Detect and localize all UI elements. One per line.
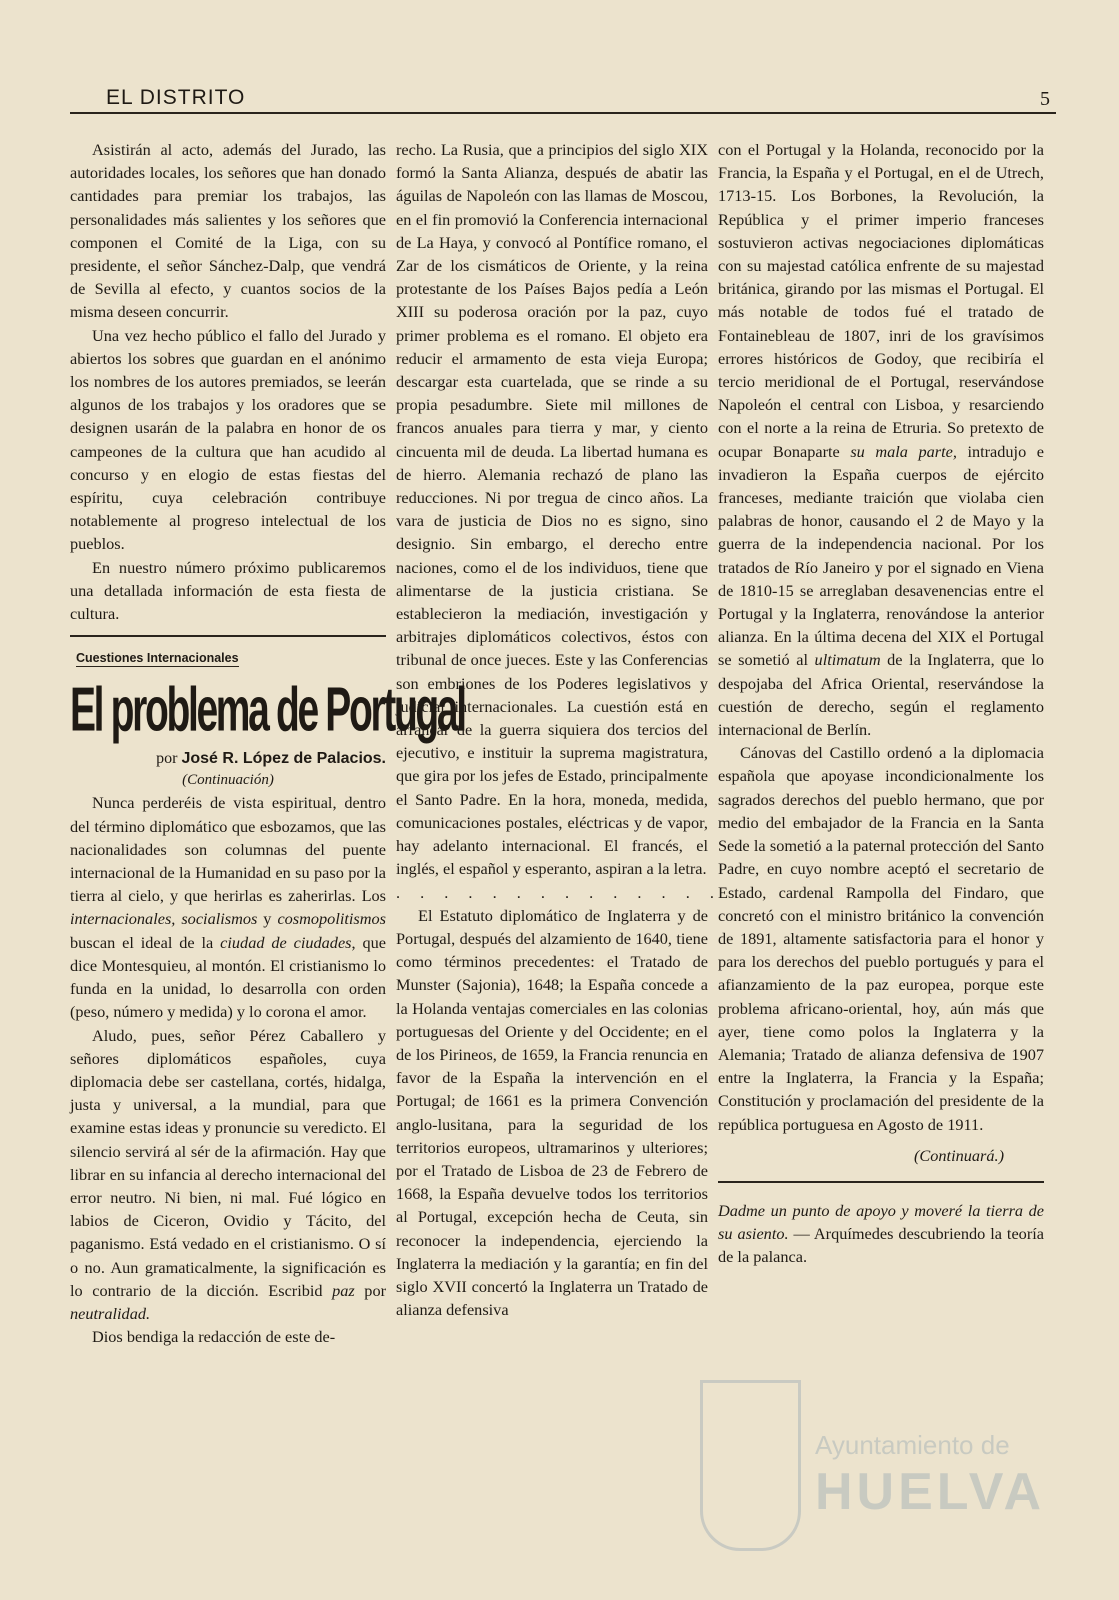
paragraph: El Estatuto diplomático de Inglaterra y de Portugal, después del alzamiento de 1640, tiene como términos precedentes: el Tratado de Munster (Sajonia), 1648; la España concede a la Holanda ventajas comerciales en las colonias portuguesas del Oriente y del Occidente; en el de los Pirineos, de 1659, la Francia renuncia en favor de la España la intervención en el Portugal; de 1661 es la primera Convención anglo-lusitana, para la seguridad de los territorios europeos, ultramarinos y ulteriores; por el Tratado de Lisboa de 23 de Febrero de 1668, la España devuelve todos los territorios al Portugal, excepción hecha de Ceuta, sin reconocer la independencia, ejerciendo la Inglaterra la mediación y la garantía; en fin del siglo XVII concertó la Inglaterra un Tratado de alianza defensiva [396, 905, 708, 1320]
paragraph: Cánovas del Castillo ordenó a la diplomacia española que apoyase incondicionalmente los sagrados derechos del pueblo hermano, que por medio del embajador de la Francia en la Santa Sede la sometió a la paternal protección del Santo Padre, en cuyo nombre aceptó el secretario de Estado, cardenal Rampolla del Findaro, que concretó con el ministro británico la convención de 1891, altamente satisfactoria para el honor y para los derechos del pueblo portugués y para el afianzamiento de la paz europea, porque este problema africano-oriental, hoy, aún más que ayer, tiene como polos la Inglaterra y la Alemania; Tratado de alianza defensiva de 1907 entre la Inglaterra, la Francia y la España; Constitución y proclamación del presidente de la república portuguesa en Agosto de 1911. [718, 743, 1044, 1134]
continuation-note: (Continuación) [182, 772, 274, 789]
quote: Dadme un punto de apoyo y moveré la tierra de su asiento. — Arquímedes descubriendo la teoría de la palanca. [718, 1200, 1044, 1267]
article-title: El problema de Portugal [70, 674, 465, 745]
page-header [70, 86, 1050, 112]
byline [70, 748, 386, 770]
paragraph: con el Portugal y la Holanda, reconocido por la Francia, la España y el Portugal, en el de Utrech, 1713-15. Los Borbones, la Revolución, la República y el primer imperio franceses sostuvieron activas negociaciones diplomáticas con su majestad católica enfrente de su majestad británica, girando por las mismas el Portugal. El más notable de todos fué el tratado de Fontainebleau de 1807, inri de los gravísimos errores históricos de Godoy, que recibiría el tercio meridional de el Portugal, reservándose Napoleón el central con Lisboa, y resarciendo con el norte a la reina de Etruria. So pretexto de ocupar Bonaparte su mala parte, intradujo e invadieron la España cuerpos de ejército franceses, mediante traición que violaba cien palabras de honor, causando el 2 de Mayo y la guerra de la independencia nacional. Por los tratados de Río Janeiro y por el signado en Viena de 1810-15 se arreglaban desavenencias entre el Portugal y la Inglaterra, renovándose la anterior alianza. En la última decena del XIX el Portugal se sometió al ultimatum de la Inglaterra, que lo despojaba del Africa Oriental, reservándose la cuestión de derecho, según el reglamento internacional de Berlín. [718, 140, 1045, 740]
quote-box [718, 1199, 1044, 1269]
section-divider [70, 635, 386, 637]
dot-separator: . . . . . . . . . . . . . . . [396, 882, 747, 902]
to-be-continued: (Continuará.) [913, 1145, 1004, 1165]
column-3 [718, 138, 1044, 1269]
column-1 [70, 138, 465, 1348]
newspaper-name: EL DISTRITO [106, 86, 246, 109]
paragraph: Nunca perderéis de vista espiritual, dentro del término diplomático que esbozamos, que las nacionalidades son columnas del puente internacional de la Humanidad en su paso por la tierra al cielo, y que herirlas es zaherirlas. Los internacionales, socialismos y cosmopolitismos buscan el ideal de la ciudad de ciudades, que dice Montesquieu, al montón. El cristianismo lo funda en la unidad, lo desarrolla con orden (peso, número y medida) y lo corona el amor. [70, 793, 386, 1022]
page-number: 5 [1040, 88, 1050, 110]
paragraph: Aludo, pues, señor Pérez Caballero y señores diplomáticos españoles, cuya diplomacia debe ser castellana, cortés, hidalga, justa y universal, a la mundial, para que examine estas ideas y pronuncie su veredicto. El silencio servirá al sér de la afirmación. Hay que librar en su infancia al derecho internacional del error neutro. Ni bien, ni mal. Fué lógico en labios de Ciceron, Ovidio y Tácito, del paganismo. Está vedado en el cristianismo. O sí o no. Aun gramaticalmente, la significación es lo contrario de la dicción. Escribid paz por neutralidad. [70, 1025, 387, 1323]
column-2 [396, 138, 747, 1321]
author-name: José R. López de Palacios. [181, 750, 386, 768]
paragraph: Una vez hecho público el fallo del Jurado y abiertos los sobres que guardan en el anónimo los nombres de los autores premiados, se leerán algunos de los trabajos y los oradores que se designen usarán de la palabra en honor de os campeones de la cultura que han acudido al concurso y en elogio de estas fiestas del espíritu, cuya celebración contribuye notablemente al progreso intelectual de los pueblos. [70, 325, 386, 554]
paragraph: En nuestro número próximo publicaremos una detallada información de esta fiesta de cultura. [70, 557, 386, 624]
watermark-line-2: HUELVA [815, 1463, 1046, 1521]
paragraph: Asistirán al acto, además del Jurado, las autoridades locales, los señores que han donado cantidades para premiar los trabajos, las personalidades más salientes y los señores que componen el Comité de la Liga, con su presidente, el señor Sánchez-Dalp, que vendrá de Sevilla al efecto, y cuantos socios de la misma deseen concurrir. [70, 140, 386, 322]
coat-of-arms-icon [700, 1380, 801, 1551]
paragraph: recho. La Rusia, que a principios del siglo XIX formó la Santa Alianza, después de abatir las águilas de Napoleón con las llamas de Moscou, en el fin promovió la Conferencia internacional de La Haya, y convocó al Pontífice romano, el Zar de los cismáticos de Oriente, y la reina protestante de los Países Bajos pedía a León XIII su poderosa oración por la paz, cuyo primer problema es el romano. El objeto era reducir el armamento de esta vieja Europa; descargar esta cuartelada, que se rinde a su propia pesadumbre. Siete mil millones de francos anuales para tierra y mar, y ciento cincuenta mil de deuda. La libertad humana es de hierro. Alemania rechazó de plano las reducciones. Ni por tregua de cinco años. La vara de justicia de Dios no es signo, sino designio. Sin embargo, el derecho entre naciones, como el de los individuos, tiene que alimentarse de la justicia cristiana. Se establecieron la mediación, investigación y arbitrajes diplomáticos colectivos, éstos con tribunal de once jueces. Este y las Conferencias son embriones de los Poderes legislativos y judicial internacionales. La cuestión está en arrancar de la guerra siquiera dos tercios del ejecutivo, e instituir la suprema magistratura, que gira por los jefes de Estado, principalmente el Santo Padre. En la hora, moneda, medida, comunicaciones postales, eléctricas y de vapor, hay adelanto internacional. El francés, el inglés, el español y esperanto, aspiran a la letra. [396, 140, 708, 879]
section-label: Cuestiones Internacionales [76, 651, 239, 666]
watermark-line-1: Ayuntamiento de [815, 1430, 1010, 1460]
header-rule [70, 112, 1056, 114]
paragraph: Dios bendiga la redacción de este de- [92, 1327, 336, 1347]
byline-prefix: por [156, 750, 178, 768]
archive-watermark [700, 1370, 1060, 1570]
section-divider [718, 1181, 1044, 1183]
